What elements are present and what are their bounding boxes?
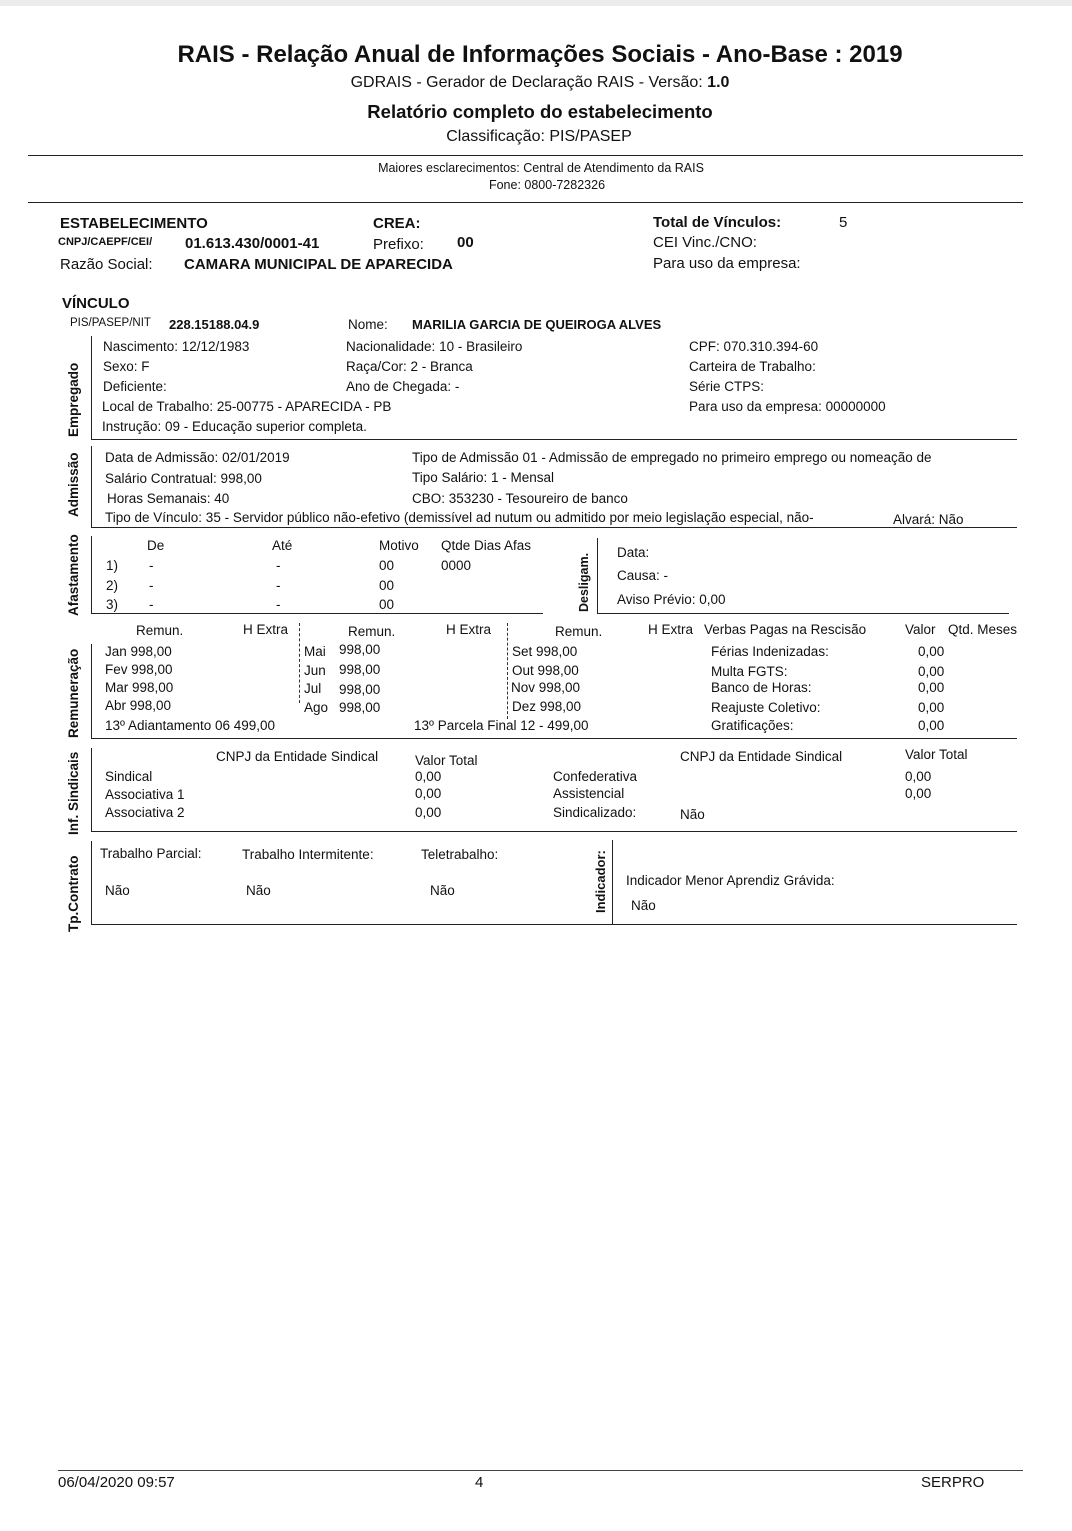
menor-aprendiz-gravida-value: Não [631, 898, 656, 913]
remun-separator [507, 623, 508, 719]
afastamento-bracket [91, 536, 92, 614]
desligamento-causa: Causa: - [617, 568, 669, 583]
cpf: CPF: 070.310.394-60 [689, 339, 819, 354]
remun-jan: Jan 998,00 [105, 644, 172, 659]
afast-row-de: - [149, 597, 154, 612]
afast-header-motivo: Motivo [379, 538, 419, 553]
remun-jul: 998,00 [339, 682, 381, 697]
horas-semanais: Horas Semanais: 40 [107, 491, 230, 506]
section-remuneracao: Remuneração [66, 648, 81, 738]
carteira-trabalho: Carteira de Trabalho: [689, 359, 816, 374]
remun-mar: Mar 998,00 [105, 680, 174, 695]
local-trabalho: Local de Trabalho: 25-00775 - APARECIDA - PB [102, 399, 392, 414]
verba-multa: Multa FGTS: [711, 664, 788, 679]
section-desligamento: Desligam. [577, 552, 591, 612]
razao-value: CAMARA MUNICIPAL DE APARECIDA [184, 256, 453, 273]
associativa2-value: 0,00 [415, 805, 442, 820]
top-edge [0, 0, 1072, 6]
footer-page-number: 4 [475, 1474, 484, 1491]
sindicalizado-label: Sindicalizado: [553, 805, 637, 820]
footer-divider [58, 1470, 1023, 1471]
remun-fev: Fev 998,00 [105, 662, 173, 677]
desligamento-bracket [597, 538, 598, 613]
cbo: CBO: 353230 - Tesoureiro de banco [412, 491, 628, 506]
section-contrato: Tp.Contrato [66, 855, 81, 932]
associativa1-label: Associativa 1 [105, 787, 185, 802]
section-sindicais: Inf. Sindicais [66, 751, 81, 835]
ano-chegada: Ano de Chegada: - [346, 379, 460, 394]
verba-ferias: Férias Indenizadas: [711, 644, 829, 659]
afast-row-motivo: 00 [379, 558, 395, 573]
instrucao: Instrução: 09 - Educação superior completa. [102, 419, 367, 434]
tipo-vinculo: Tipo de Vínculo: 35 - Servidor público não-efetivo (demissível ad nutum ou admitido por meio legislação especial, não- [105, 510, 814, 525]
desligamento-divider [597, 613, 1009, 614]
remun-header: Remun. [555, 624, 603, 639]
indicador-bracket [612, 840, 613, 924]
confederativa-value: 0,00 [905, 769, 932, 784]
admissao-divider [91, 527, 1017, 528]
trabalho-intermitente-label: Trabalho Intermitente: [242, 847, 374, 862]
remun-set: Set 998,00 [512, 644, 578, 659]
nacionalidade: Nacionalidade: 10 - Brasileiro [346, 339, 523, 354]
valor-header: Valor [905, 622, 936, 637]
remun-separator [299, 623, 300, 703]
sexo: Sexo: F [103, 359, 150, 374]
afast-row-num: 2) [106, 578, 119, 593]
report-heading: Relatório completo do estabelecimento [367, 101, 713, 122]
remun-ago: 998,00 [339, 700, 381, 715]
nascimento: Nascimento: 12/12/1983 [103, 339, 250, 354]
info-line-2: Fone: 0800-7282326 [488, 178, 606, 192]
sindical-valor-header: Valor Total [415, 753, 478, 768]
associativa1-value: 0,00 [415, 786, 442, 801]
uso-empresa-empregado: Para uso da empresa: 00000000 [689, 399, 886, 414]
decimo-parcela-final: 13º Parcela Final 12 - 499,00 [414, 718, 589, 733]
sindical-value: 0,00 [415, 769, 442, 784]
vinculo-heading: VÍNCULO [62, 295, 130, 312]
afast-row-num: 1) [106, 558, 119, 573]
verba-banco-horas: Banco de Horas: [711, 680, 812, 695]
sindicalizado-value: Não [680, 807, 705, 822]
afast-row-de: - [149, 578, 154, 593]
section-afastamento: Afastamento [66, 534, 81, 616]
month-jul: Jul [304, 681, 322, 696]
afast-row-ate: - [276, 578, 281, 593]
month-ago: Ago [304, 700, 329, 715]
remun-jun: 998,00 [339, 662, 381, 677]
info-divider [28, 202, 1023, 203]
menor-aprendiz-gravida-label: Indicador Menor Aprendiz Grávida: [626, 873, 835, 888]
sindicais-divider [91, 831, 1017, 832]
month-jun: Jun [304, 663, 326, 678]
afast-row-de: - [149, 558, 154, 573]
serie-ctps: Série CTPS: [689, 379, 765, 394]
tipo-salario: Tipo Salário: 1 - Mensal [412, 470, 555, 485]
afast-row-num: 3) [106, 597, 119, 612]
afast-row-ate: - [276, 558, 281, 573]
empregado-divider [91, 439, 1017, 440]
remuneracao-bracket [91, 644, 92, 739]
hextra-header: H Extra [648, 622, 694, 637]
afast-row-ate: - [276, 597, 281, 612]
pis-label: PIS/PASEP/NIT [70, 317, 151, 329]
afast-row-dias: 0000 [441, 558, 472, 573]
afast-header-de: De [147, 538, 165, 553]
empregado-bracket [91, 336, 92, 440]
remun-out: Out 998,00 [512, 663, 579, 678]
total-vinculos-value: 5 [839, 214, 848, 231]
verba-valor: 0,00 [918, 644, 945, 659]
verba-reajuste: Reajuste Coletivo: [711, 700, 821, 715]
hextra-header: H Extra [243, 622, 289, 637]
raca-cor: Raça/Cor: 2 - Branca [346, 359, 473, 374]
sindicais-bracket [91, 748, 92, 832]
trabalho-intermitente-value: Não [246, 883, 271, 898]
aviso-previo: Aviso Prévio: 0,00 [617, 592, 726, 607]
prefixo-label: Prefixo: [373, 236, 424, 253]
afastamento-divider [91, 613, 543, 614]
cei-label: CEI Vinc./CNO: [653, 234, 757, 251]
remun-header: Remun. [348, 624, 396, 639]
footer-date: 06/04/2020 09:57 [58, 1474, 175, 1491]
info-line-1: Maiores esclarecimentos: Central de Atendimento da RAIS [378, 161, 704, 175]
nome-label: Nome: [348, 317, 388, 332]
admissao-bracket [91, 446, 92, 528]
sindical-cnpj-header: CNPJ da Entidade Sindical [216, 749, 379, 764]
month-mai: Mai [304, 644, 326, 659]
estabelecimento-heading: ESTABELECIMENTO [60, 215, 208, 232]
desligamento-data: Data: [617, 545, 650, 560]
trabalho-parcial-label: Trabalho Parcial: [100, 846, 202, 861]
cnpj-value: 01.613.430/0001-41 [185, 235, 320, 252]
decimo-adiantamento: 13º Adiantamento 06 499,00 [105, 718, 276, 733]
subtitle-version: 1.0 [707, 74, 730, 91]
teletrabalho-label: Teletrabalho: [421, 847, 499, 862]
pis-value: 228.15188.04.9 [169, 317, 260, 332]
contrato-bracket [91, 841, 92, 925]
verba-valor: 0,00 [918, 700, 945, 715]
remuneracao-divider [91, 738, 1017, 739]
section-admissao: Admissão [66, 452, 81, 517]
afast-header-ate: Até [272, 538, 293, 553]
verba-gratificacoes: Gratificações: [711, 718, 794, 733]
data-admissao: Data de Admissão: 02/01/2019 [105, 450, 290, 465]
prefixo-value: 00 [457, 234, 474, 251]
verba-valor: 0,00 [918, 718, 945, 733]
remun-mai: 998,00 [339, 642, 381, 657]
deficiente: Deficiente: [103, 379, 167, 394]
report-title: RAIS - Relação Anual de Informações Sociais - Ano-Base : 2019 [177, 41, 903, 68]
alvara: Alvará: Não [893, 512, 964, 527]
total-vinculos-label: Total de Vínculos: [653, 214, 782, 231]
uso-empresa-label: Para uso da empresa: [653, 255, 801, 272]
sindical-cnpj-header: CNPJ da Entidade Sindical [680, 749, 843, 764]
sindical-valor-header: Valor Total [905, 747, 968, 762]
confederativa-label: Confederativa [553, 769, 638, 784]
contrato-divider [91, 924, 1017, 925]
report-subtitle [0, 74, 1072, 92]
verbas-header: Verbas Pagas na Rescisão [704, 622, 867, 637]
afast-row-motivo: 00 [379, 597, 395, 612]
cnpj-label: CNPJ/CAEPF/CEI/ [58, 236, 153, 248]
tipo-admissao: Tipo de Admissão 01 - Admissão de empregado no primeiro emprego ou nomeação de [412, 450, 932, 465]
footer-organization: SERPRO [921, 1474, 985, 1491]
sindical-label: Sindical [105, 769, 153, 784]
assistencial-label: Assistencial [553, 786, 625, 801]
remun-header: Remun. [136, 623, 184, 638]
remun-dez: Dez 998,00 [512, 699, 582, 714]
verba-valor: 0,00 [918, 680, 945, 695]
hextra-header: H Extra [446, 622, 492, 637]
remun-nov: Nov 998,00 [511, 680, 581, 695]
afast-header-dias: Qtde Dias Afas [441, 538, 532, 553]
trabalho-parcial-value: Não [105, 883, 130, 898]
verba-valor: 0,00 [918, 664, 945, 679]
classification: Classificação: PIS/PASEP [446, 128, 632, 145]
razao-label: Razão Social: [60, 256, 153, 273]
teletrabalho-value: Não [430, 883, 455, 898]
salario-contratual: Salário Contratual: 998,00 [105, 471, 262, 486]
remun-abr: Abr 998,00 [105, 698, 172, 713]
subtitle-text: GDRAIS - Gerador de Declaração RAIS - Versão: [350, 74, 703, 91]
qtd-meses-header: Qtd. Meses [948, 622, 1018, 637]
crea-label: CREA: [373, 215, 421, 232]
header-divider [28, 155, 1023, 156]
nome-value: MARILIA GARCIA DE QUEIROGA ALVES [412, 317, 662, 332]
afast-row-motivo: 00 [379, 578, 395, 593]
assistencial-value: 0,00 [905, 786, 932, 801]
associativa2-label: Associativa 2 [105, 805, 185, 820]
section-empregado: Empregado [66, 362, 81, 437]
section-indicador: Indicador: [593, 850, 608, 913]
